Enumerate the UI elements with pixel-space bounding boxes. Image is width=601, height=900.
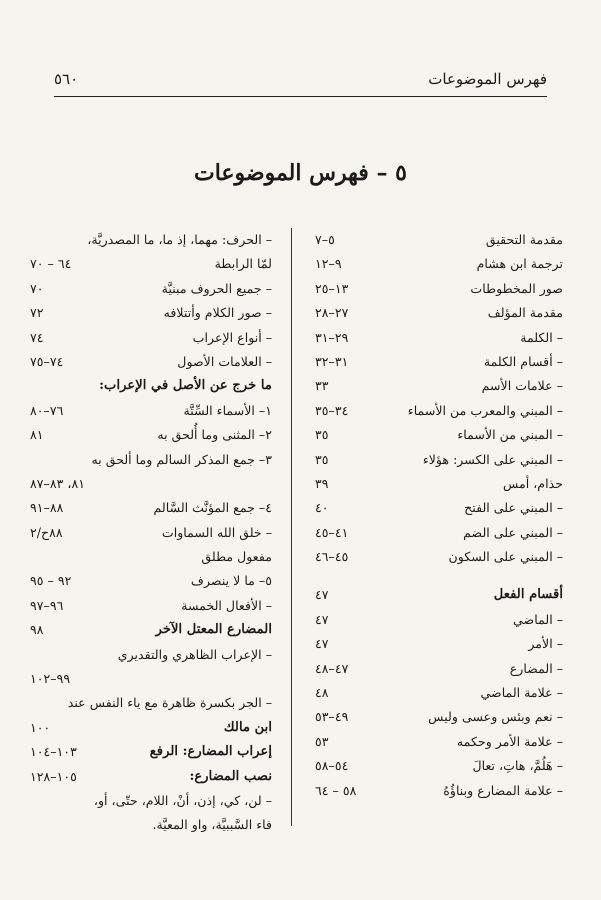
entry-topic: ٣– جمع المذكر السالم وما ألحق به bbox=[91, 451, 272, 467]
entry-topic: ٢– المثنى وما أُلحق به bbox=[157, 427, 272, 443]
entry-topic: ابن مالك bbox=[223, 719, 272, 735]
entry-pages: ٣١–٣٢ bbox=[315, 353, 349, 369]
index-entry bbox=[30, 374, 272, 398]
entry-topic: – هَلُمَّ، هاتِ، تعالَ bbox=[472, 758, 563, 774]
index-entry bbox=[315, 681, 563, 705]
index-entry bbox=[30, 350, 272, 374]
entry-pages bbox=[30, 813, 40, 837]
entry-pages: ٢٩–٣١ bbox=[315, 329, 349, 345]
entry-pages: ٣٥ bbox=[315, 451, 329, 467]
running-header bbox=[54, 66, 547, 92]
entry-topic: أقسام الفعل bbox=[493, 587, 563, 603]
entry-topic: – لن، كي، إذن، أنْ، اللام، حتّى، أو، bbox=[93, 792, 272, 808]
entry-topic: – علامة الأمر وحكمه bbox=[456, 733, 563, 749]
index-entry bbox=[315, 657, 563, 681]
entry-pages: ٤٧ bbox=[315, 587, 329, 603]
entry-topic: – الماضي bbox=[513, 611, 563, 627]
index-entry bbox=[30, 228, 272, 252]
index-entry bbox=[30, 594, 272, 618]
index-entry bbox=[315, 374, 563, 398]
entry-topic: لمّا الرابطة bbox=[214, 256, 272, 272]
entry-topic: – علامة الماضي bbox=[480, 685, 563, 701]
index-entry bbox=[30, 691, 272, 715]
entry-topic: مقدمة التحقيق bbox=[485, 232, 563, 247]
entry-topic: – أقسام الكلمة bbox=[483, 353, 563, 369]
entry-topic: – علامة المضارع وبناؤُهُ bbox=[443, 782, 563, 798]
index-entry bbox=[315, 399, 563, 423]
entry-pages: ٤٧ bbox=[315, 611, 329, 627]
entry-pages: ٨٨ح/٢ bbox=[30, 524, 63, 540]
index-entry bbox=[315, 448, 563, 472]
entry-topic: – المبني على الضم bbox=[463, 524, 563, 540]
entry-topic: – المبني والمعرب من الأسماء bbox=[407, 402, 563, 418]
entry-topic: إعراب المضارع: الرفع bbox=[149, 744, 272, 760]
entry-pages: ٤١–٤٥ bbox=[315, 524, 349, 540]
index-entry bbox=[30, 545, 272, 569]
index-entry bbox=[315, 705, 563, 729]
entry-topic: – المبني على الفتح bbox=[464, 500, 563, 516]
header-rule bbox=[54, 96, 547, 97]
index-column-right bbox=[315, 228, 563, 803]
index-entry bbox=[30, 643, 272, 667]
index-entry bbox=[315, 496, 563, 520]
entry-pages: ٥٣ bbox=[315, 733, 329, 749]
index-entry bbox=[30, 399, 272, 423]
entry-pages bbox=[30, 545, 40, 569]
index-entry bbox=[315, 228, 563, 252]
entry-pages bbox=[30, 643, 40, 667]
index-entry bbox=[315, 583, 563, 607]
entry-topic: مفعول مطلق bbox=[201, 549, 272, 565]
index-entry bbox=[30, 789, 272, 813]
index-entry bbox=[30, 326, 272, 350]
entry-pages bbox=[30, 691, 40, 715]
index-entry bbox=[30, 569, 272, 593]
index-entry bbox=[30, 301, 272, 325]
entry-topic: – الكلمة bbox=[520, 329, 563, 345]
entry-topic: – العلامات الأصول bbox=[177, 353, 272, 369]
entry-pages: ١٠٣–١٠٤ bbox=[30, 744, 77, 760]
entry-pages: ٤٠ bbox=[315, 500, 329, 516]
entry-pages: ٧٠ bbox=[30, 280, 44, 296]
entry-topic: فاء السَّببيَّة، واو المعيَّة. bbox=[152, 817, 272, 833]
entry-topic: – أنواع الإعراب bbox=[192, 329, 272, 345]
entry-pages: ٦٤ – ٧٠ bbox=[30, 256, 72, 272]
entry-topic: ٥– ما لا ينصرف bbox=[190, 573, 272, 589]
entry-topic: – الأفعال الخمسة bbox=[181, 597, 272, 613]
entry-pages: ٨١، ٨٣–٨٧ bbox=[30, 475, 85, 491]
index-entry bbox=[30, 472, 272, 496]
entry-pages bbox=[30, 228, 40, 252]
entry-pages: ١٣–٢٥ bbox=[315, 280, 349, 296]
entry-topic: – المبني على الكسر: هؤلاء bbox=[422, 451, 563, 467]
entry-pages bbox=[30, 448, 40, 472]
index-entry bbox=[315, 521, 563, 545]
entry-topic: – الأمر bbox=[528, 636, 563, 652]
index-entry bbox=[30, 252, 272, 276]
entry-pages: ٣٥ bbox=[315, 427, 329, 443]
entry-pages: ٥٤–٥٨ bbox=[315, 758, 349, 774]
index-entry bbox=[30, 496, 272, 520]
index-entry bbox=[30, 423, 272, 447]
entry-topic: – الحرف: مهما، إذ ما، ما المصدريَّة، bbox=[87, 232, 272, 247]
entry-pages: ١٠٥–١٢٨ bbox=[30, 768, 77, 784]
index-entry bbox=[30, 765, 272, 789]
page-number: ٥٦٠ bbox=[54, 70, 79, 88]
entry-topic: ترجمة ابن هشام bbox=[476, 256, 563, 272]
entry-topic: ما خرج عن الأصل في الإعراب: bbox=[99, 378, 272, 394]
index-entry bbox=[30, 740, 272, 764]
entry-topic: نصب المضارع: bbox=[189, 768, 272, 784]
entry-topic: – المضارع bbox=[509, 660, 563, 676]
entry-pages: ٥٨ – ٦٤ bbox=[315, 782, 357, 798]
entry-pages: ١٠٠ bbox=[30, 719, 51, 735]
entry-pages: ٩٢ – ٩٥ bbox=[30, 573, 72, 589]
entry-pages: ٩٩–١٠٢ bbox=[30, 671, 71, 687]
index-entry bbox=[315, 472, 563, 496]
entry-topic: – الإعراب الظاهري والتقديري bbox=[117, 646, 272, 662]
entry-topic: – نعم وبئس وعسى وليس bbox=[428, 709, 563, 725]
page-title: ٥ – فهرس الموضوعات bbox=[194, 160, 407, 186]
index-entry bbox=[315, 779, 563, 803]
entry-pages: ٧٢ bbox=[30, 305, 44, 321]
entry-pages: ٤٨ bbox=[315, 685, 329, 701]
entry-pages: ٧٤–٧٥ bbox=[30, 353, 64, 369]
index-entry bbox=[315, 730, 563, 754]
index-entry bbox=[315, 608, 563, 632]
index-entry bbox=[315, 252, 563, 276]
entry-pages: ٥–٧ bbox=[315, 232, 335, 247]
index-entry bbox=[30, 277, 272, 301]
entry-pages: ٣٤–٣٥ bbox=[315, 402, 349, 418]
entry-pages: ٣٣ bbox=[315, 378, 329, 394]
entry-pages: ٧٦–٨٠ bbox=[30, 402, 64, 418]
entry-topic: ٤– جمع المؤنَّث السَّالم bbox=[153, 500, 272, 516]
entry-topic: – علامات الأسم bbox=[481, 378, 563, 394]
column-divider bbox=[291, 228, 292, 826]
index-entry bbox=[30, 716, 272, 740]
entry-pages: ٩٦–٩٧ bbox=[30, 597, 64, 613]
entry-pages: ٨٨–٩١ bbox=[30, 500, 64, 516]
entry-topic: – صور الكلام وأتتلافه bbox=[163, 305, 272, 321]
entry-pages: ٣٩ bbox=[315, 475, 329, 491]
entry-pages: ٩٨ bbox=[30, 622, 44, 638]
entry-topic: – خلق الله السماوات bbox=[161, 524, 272, 540]
index-entry bbox=[315, 754, 563, 778]
entry-pages: ٧٤ bbox=[30, 329, 44, 345]
index-entry bbox=[30, 618, 272, 642]
entry-topic: – الجر بكسرة ظاهرة مع ياء النفس عند bbox=[67, 695, 272, 711]
entry-topic: – جميع الحروف مبنيَّة bbox=[161, 280, 272, 296]
index-entry bbox=[30, 448, 272, 472]
index-entry bbox=[315, 301, 563, 325]
entry-pages: ٨١ bbox=[30, 427, 44, 443]
entry-pages: ٤٧ bbox=[315, 636, 329, 652]
entry-pages bbox=[30, 789, 40, 813]
header-section-title: فهرس الموضوعات bbox=[428, 70, 547, 88]
entry-pages: ٤٥–٤٦ bbox=[315, 549, 349, 565]
entry-pages: ٤٧–٤٨ bbox=[315, 660, 349, 676]
entry-topic: المضارع المعتل الآخر bbox=[155, 622, 272, 638]
entry-topic: – المبني من الأسماء bbox=[457, 427, 563, 443]
entry-pages bbox=[30, 374, 40, 398]
index-entry bbox=[315, 423, 563, 447]
index-entry bbox=[315, 326, 563, 350]
index-entry bbox=[315, 632, 563, 656]
entry-topic: ١– الأسماء السِّتَّة bbox=[183, 402, 272, 418]
index-entry bbox=[30, 521, 272, 545]
entry-topic: مقدمة المؤلف bbox=[487, 305, 563, 321]
index-entry bbox=[30, 667, 272, 691]
entry-topic: صور المخطوطات bbox=[470, 280, 563, 296]
entry-topic: – المبني على السكون bbox=[448, 549, 563, 565]
index-column-left bbox=[30, 228, 272, 838]
entry-pages: ٩–١٢ bbox=[315, 256, 342, 272]
index-entry bbox=[315, 350, 563, 374]
entry-pages: ٤٩–٥٣ bbox=[315, 709, 349, 725]
index-entry bbox=[315, 277, 563, 301]
entry-pages: ٢٧–٢٨ bbox=[315, 305, 349, 321]
entry-topic: حذام، أمس bbox=[502, 475, 563, 491]
index-entry bbox=[315, 545, 563, 569]
index-entry bbox=[30, 813, 272, 837]
